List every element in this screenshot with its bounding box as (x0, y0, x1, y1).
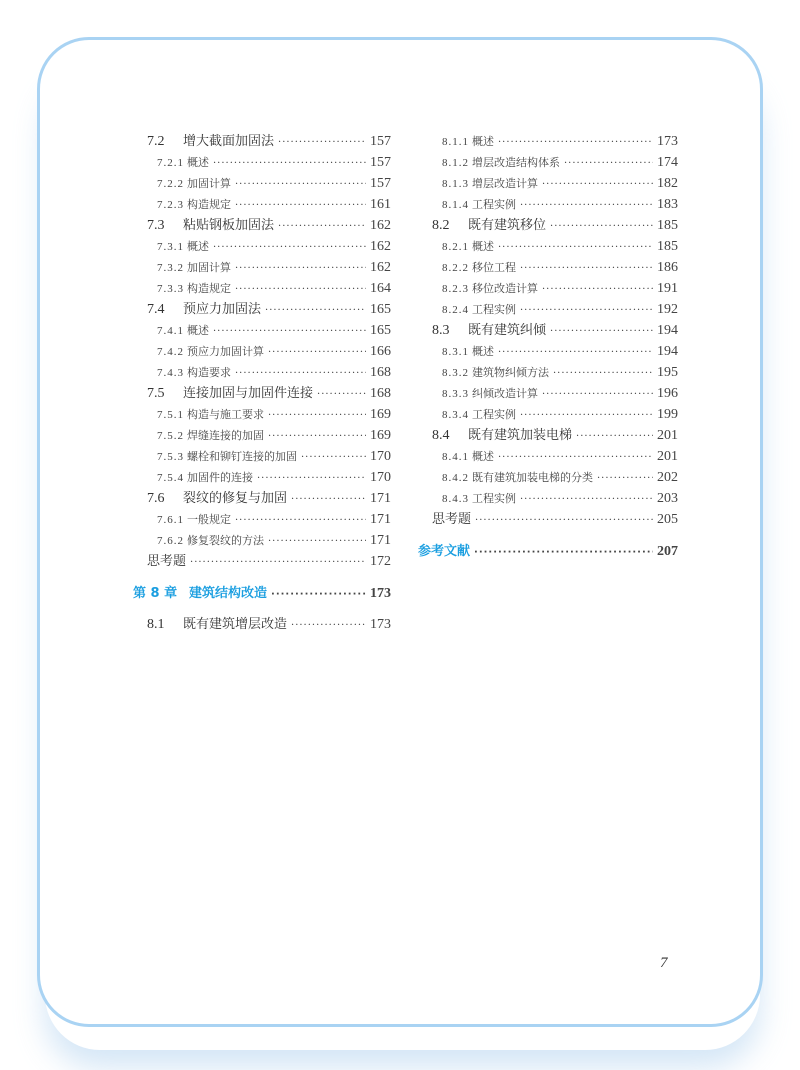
entry-number: 8.1.4 (442, 199, 469, 211)
entry-title: 工程实例 (472, 303, 516, 316)
dot-leader (542, 175, 653, 195)
toc-entry[interactable] (442, 279, 678, 299)
entry-title: 既有建筑加装电梯 (468, 428, 573, 443)
entry-title: 既有建筑增层改造 (183, 617, 288, 632)
entry-title: 概述 (187, 156, 209, 169)
dot-leader (291, 490, 366, 510)
dot-leader (235, 511, 366, 531)
entry-page: 168 (370, 386, 391, 401)
dot-leader (271, 585, 366, 605)
entry-page: 169 (370, 428, 391, 443)
dot-leader (268, 406, 366, 426)
entry-title: 参考文献 (418, 544, 471, 559)
entry-page: 185 (657, 239, 678, 254)
entry-page: 171 (370, 533, 391, 548)
toc-entry[interactable] (157, 510, 391, 530)
entry-number: 8.1.3 (442, 178, 469, 190)
entry-title: 工程实例 (472, 492, 516, 505)
entry-title: 工程实例 (472, 198, 516, 211)
entry-number: 第 8 章 (133, 586, 178, 601)
toc-entry[interactable] (157, 153, 391, 173)
entry-number: 8.2.2 (442, 262, 469, 274)
entry-page: 205 (657, 512, 678, 527)
dot-leader (235, 175, 366, 195)
dot-leader (301, 448, 366, 468)
dot-leader (520, 196, 653, 216)
entry-title: 焊缝连接的加固 (187, 429, 264, 442)
toc-entry[interactable] (147, 552, 391, 572)
entry-page: 199 (657, 407, 678, 422)
toc-entry[interactable] (157, 279, 391, 299)
dot-leader (498, 133, 653, 153)
dot-leader (520, 259, 653, 279)
entry-title: 加固计算 (187, 261, 231, 274)
entry-number: 7.2.2 (157, 178, 184, 190)
dot-leader (213, 238, 366, 258)
toc-entry[interactable] (157, 174, 391, 194)
entry-number: 8.2.3 (442, 283, 469, 295)
entry-title: 纠倾改造计算 (472, 387, 538, 400)
entry-number: 8.4.1 (442, 451, 469, 463)
toc-entry[interactable] (157, 195, 391, 215)
entry-page: 170 (370, 470, 391, 485)
dot-leader (520, 406, 653, 426)
entry-title: 螺栓和铆钉连接的加固 (187, 450, 297, 463)
dot-leader (498, 343, 653, 363)
entry-page: 172 (370, 554, 391, 569)
entry-number: 7.4.3 (157, 367, 184, 379)
entry-number: 7.4.2 (157, 346, 184, 358)
entry-page: 173 (657, 134, 678, 149)
entry-number: 8.1.2 (442, 157, 469, 169)
entry-number: 8.3.4 (442, 409, 469, 421)
entry-number: 8.3.2 (442, 367, 469, 379)
entry-title: 修复裂纹的方法 (187, 534, 264, 547)
entry-page: 203 (657, 491, 678, 506)
entry-number: 8.2 (432, 218, 450, 233)
entry-page: 201 (657, 428, 678, 443)
dot-leader (278, 217, 366, 237)
entry-title: 思考题 (147, 554, 187, 569)
toc-entry[interactable] (147, 132, 391, 152)
entry-page: 171 (370, 512, 391, 527)
dot-leader (317, 385, 366, 405)
entry-title: 概述 (187, 324, 209, 337)
entry-title: 增层改造计算 (472, 177, 538, 190)
entry-title: 预应力加固法 (183, 302, 262, 317)
entry-page: 194 (657, 344, 678, 359)
dot-leader (474, 543, 653, 563)
toc-entry[interactable] (442, 405, 678, 425)
entry-page: 201 (657, 449, 678, 464)
entry-number: 8.3.3 (442, 388, 469, 400)
entry-title: 加固计算 (187, 177, 231, 190)
entry-page: 191 (657, 281, 678, 296)
entry-number: 7.2.3 (157, 199, 184, 211)
entry-number: 7.6.1 (157, 514, 184, 526)
entry-page: 182 (657, 176, 678, 191)
entry-number: 7.2.1 (157, 157, 184, 169)
entry-page: 192 (657, 302, 678, 317)
toc-entry[interactable] (147, 216, 391, 236)
entry-page: 165 (370, 302, 391, 317)
entry-number: 7.3.2 (157, 262, 184, 274)
entry-page: 173 (370, 586, 391, 601)
entry-number: 8.4 (432, 428, 450, 443)
entry-page: 162 (370, 218, 391, 233)
page-number: 7 (660, 955, 668, 971)
dot-leader (564, 154, 653, 174)
dot-leader (278, 133, 366, 153)
toc-entry[interactable] (442, 300, 678, 320)
toc-entry[interactable] (157, 405, 391, 425)
toc-entry[interactable] (442, 468, 678, 488)
entry-page: 161 (370, 197, 391, 212)
entry-title: 既有建筑移位 (468, 218, 547, 233)
dot-leader (520, 301, 653, 321)
entry-page: 171 (370, 491, 391, 506)
toc-entry[interactable] (147, 384, 391, 404)
entry-page: 185 (657, 218, 678, 233)
toc-entry[interactable] (157, 363, 391, 383)
dot-leader (235, 364, 366, 384)
entry-page: 157 (370, 134, 391, 149)
entry-page: 207 (657, 544, 678, 559)
dot-leader (257, 469, 366, 489)
entry-page: 170 (370, 449, 391, 464)
toc-entry[interactable] (432, 510, 678, 530)
toc-entry[interactable] (418, 542, 678, 562)
entry-page: 183 (657, 197, 678, 212)
dot-leader (542, 385, 653, 405)
dot-leader (520, 490, 653, 510)
entry-title: 加固件的连接 (187, 471, 253, 484)
entry-number: 8.2.1 (442, 241, 469, 253)
toc-entry[interactable] (442, 195, 678, 215)
entry-number: 8.1.1 (442, 136, 469, 148)
entry-title: 工程实例 (472, 408, 516, 421)
entry-title: 构造要求 (187, 366, 231, 379)
toc-entry[interactable] (442, 342, 678, 362)
entry-title: 一般规定 (187, 513, 231, 526)
dot-leader (291, 616, 366, 636)
dot-leader (268, 532, 366, 552)
toc-entry[interactable] (157, 237, 391, 257)
entry-number: 7.6.2 (157, 535, 184, 547)
toc-entry[interactable] (432, 426, 678, 446)
dot-leader (550, 217, 653, 237)
entry-number: 7.4.1 (157, 325, 184, 337)
entry-page: 157 (370, 176, 391, 191)
entry-page: 165 (370, 323, 391, 338)
entry-number: 7.5.4 (157, 472, 184, 484)
entry-number: 7.5.2 (157, 430, 184, 442)
toc-entry[interactable] (157, 531, 391, 551)
dot-leader (213, 322, 366, 342)
entry-page: 164 (370, 281, 391, 296)
entry-page: 173 (370, 617, 391, 632)
entry-number: 7.5 (147, 386, 165, 401)
toc-entry[interactable] (432, 321, 678, 341)
entry-title: 概述 (472, 135, 494, 148)
entry-number: 7.5.1 (157, 409, 184, 421)
entry-title: 连接加固与加固件连接 (183, 386, 314, 401)
entry-number: 8.4.3 (442, 493, 469, 505)
dot-leader (498, 448, 653, 468)
entry-number: 7.2 (147, 134, 165, 149)
toc-entry[interactable] (147, 489, 391, 509)
dot-leader (475, 511, 653, 531)
entry-title: 既有建筑纠倾 (468, 323, 547, 338)
toc-entry[interactable] (442, 237, 678, 257)
entry-page: 168 (370, 365, 391, 380)
dot-leader (268, 343, 366, 363)
toc-entry[interactable] (157, 468, 391, 488)
entry-page: 194 (657, 323, 678, 338)
dot-leader (235, 196, 366, 216)
entry-number: 8.3.1 (442, 346, 469, 358)
entry-title: 概述 (472, 345, 494, 358)
entry-title: 概述 (187, 240, 209, 253)
entry-number: 7.4 (147, 302, 165, 317)
toc-entry[interactable] (157, 342, 391, 362)
entry-title: 建筑物纠倾方法 (472, 366, 549, 379)
entry-title: 既有建筑加装电梯的分类 (472, 471, 593, 484)
entry-number: 7.5.3 (157, 451, 184, 463)
entry-page: 186 (657, 260, 678, 275)
entry-title: 构造规定 (187, 282, 231, 295)
toc-entry[interactable] (442, 258, 678, 278)
entry-title: 思考题 (432, 512, 472, 527)
entry-page: 196 (657, 386, 678, 401)
dot-leader (550, 322, 653, 342)
entry-number: 8.2.4 (442, 304, 469, 316)
dot-leader (553, 364, 653, 384)
toc-entry[interactable] (432, 216, 678, 236)
entry-page: 166 (370, 344, 391, 359)
dot-leader (235, 259, 366, 279)
dot-leader (190, 553, 366, 573)
toc-entry[interactable] (442, 153, 678, 173)
entry-title: 增层改造结构体系 (472, 156, 560, 169)
entry-page: 174 (657, 155, 678, 170)
entry-title: 概述 (472, 450, 494, 463)
entry-title: 建筑结构改造 (189, 586, 268, 601)
dot-leader (265, 301, 366, 321)
entry-page: 169 (370, 407, 391, 422)
entry-title: 增大截面加固法 (183, 134, 275, 149)
entry-number: 7.3.1 (157, 241, 184, 253)
entry-page: 195 (657, 365, 678, 380)
toc-entry[interactable] (157, 447, 391, 467)
entry-number: 7.3.3 (157, 283, 184, 295)
dot-leader (235, 280, 366, 300)
toc-entry[interactable] (442, 363, 678, 383)
toc-entry[interactable] (157, 258, 391, 278)
dot-leader (597, 469, 653, 489)
entry-page: 162 (370, 239, 391, 254)
entry-title: 粘贴钢板加固法 (183, 218, 275, 233)
toc-entry[interactable] (442, 384, 678, 404)
toc-entry[interactable] (133, 584, 391, 604)
toc-entry[interactable] (442, 174, 678, 194)
toc-entry[interactable] (157, 321, 391, 341)
dot-leader (213, 154, 366, 174)
toc-entry[interactable] (442, 447, 678, 467)
entry-title: 移位改造计算 (472, 282, 538, 295)
dot-leader (576, 427, 653, 447)
entry-page: 157 (370, 155, 391, 170)
entry-page: 202 (657, 470, 678, 485)
entry-number: 8.1 (147, 617, 165, 632)
dot-leader (498, 238, 653, 258)
toc-entry[interactable] (147, 300, 391, 320)
entry-page: 162 (370, 260, 391, 275)
entry-title: 构造规定 (187, 198, 231, 211)
entry-title: 构造与施工要求 (187, 408, 264, 421)
toc-entry[interactable] (147, 615, 391, 635)
entry-title: 裂纹的修复与加固 (183, 491, 288, 506)
entry-title: 概述 (472, 240, 494, 253)
entry-number: 8.3 (432, 323, 450, 338)
entry-number: 8.4.2 (442, 472, 469, 484)
toc-entry[interactable] (442, 132, 678, 152)
toc-entry[interactable] (157, 426, 391, 446)
entry-number: 7.6 (147, 491, 165, 506)
dot-leader (268, 427, 366, 447)
dot-leader (542, 280, 653, 300)
entry-title: 移位工程 (472, 261, 516, 274)
entry-number: 7.3 (147, 218, 165, 233)
toc-entry[interactable] (442, 489, 678, 509)
entry-title: 预应力加固计算 (187, 345, 264, 358)
